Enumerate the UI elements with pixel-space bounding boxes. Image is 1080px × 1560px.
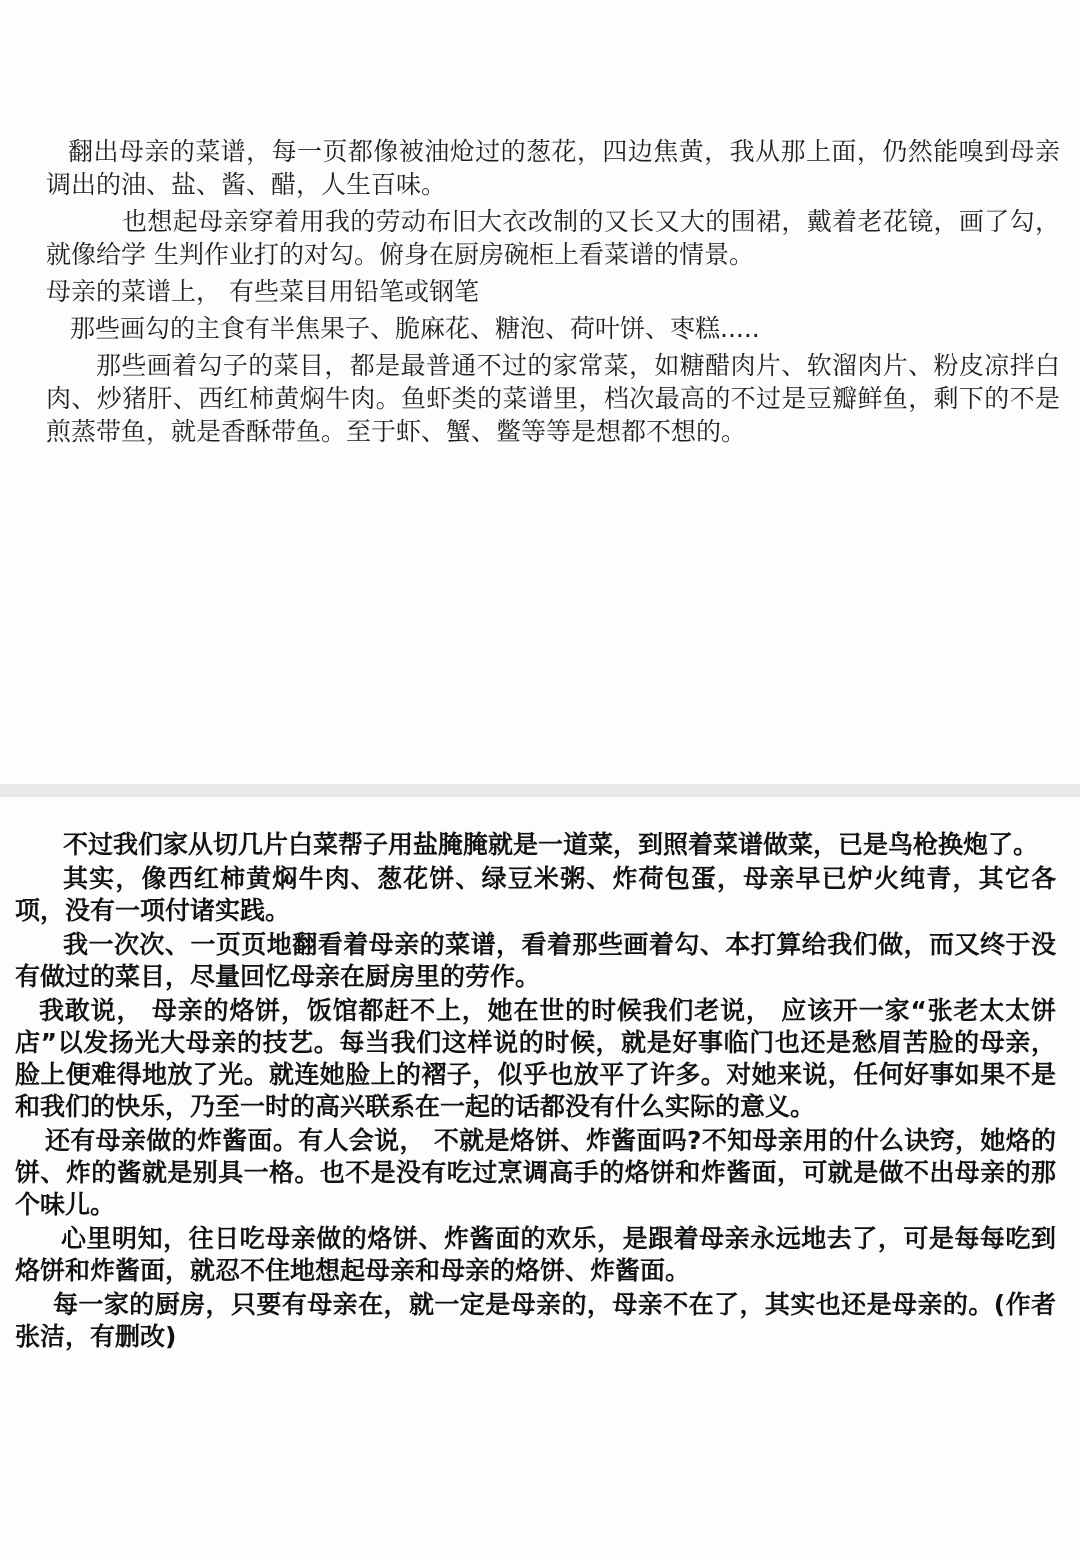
paragraph: 翻出母亲的菜谱，每一页都像被油炝过的葱花，四边焦黄，我从那上面，仍然能嗅到母亲调出的油、盐、酱、醋，人生百味。 [46,137,1060,199]
document-page-2 [0,797,1080,1560]
paragraph: 那些画勾的主食有半焦果子、脆麻花、糖泡、荷叶饼、枣糕..... [70,314,760,343]
paragraph: 也想起母亲穿着用我的劳动布旧大衣改制的又长又大的围裙，戴着老花镜，画了勾，就像给学 生判作业打的对勾。俯身在厨房碗柜上看菜谱的情景。 [46,207,1060,269]
paragraph: 我一次次、一页页地翻看着母亲的菜谱，看着那些画着勾、本打算给我们做，而又终于没有做过的菜目，尽量回忆母亲在厨房里的劳作。 [15,930,1056,991]
paragraph: 其实，像西红柿黄焖牛肉、葱花饼、绿豆米粥、炸荷包蛋，母亲早已炉火纯青，其它各项，没有一项付诸实践。 [15,864,1056,925]
paragraph: 母亲的菜谱上， 有些菜目用铅笔或钢笔 [46,277,479,306]
paragraph: 还有母亲做的炸酱面。有人会说， 不就是烙饼、炸酱面吗?不知母亲用的什么诀窍，她烙的饼、炸的酱就是别具一格。也不是没有吃过烹调高手的烙饼和炸酱面，可就是做不出母亲的那个味儿。 [15,1126,1056,1219]
paragraph: 心里明知，往日吃母亲做的烙饼、炸酱面的欢乐，是跟着母亲永远地去了，可是每每吃到烙饼和炸酱面，就忍不住地想起母亲和母亲的烙饼、炸酱面。 [15,1224,1056,1285]
paragraph: 不过我们家从切几片白菜帮子用盐腌腌就是一道菜，到照着菜谱做菜，已是鸟枪换炮了。 [63,830,1039,859]
paragraph: 那些画着勾子的菜目，都是最普通不过的家常菜，如糖醋肉片、软溜肉片、粉皮凉拌白肉、炒猪肝、西红柿黄焖牛肉。鱼虾类的菜谱里，档次最高的不过是豆瓣鲜鱼，剩下的不是煎蒸带鱼，就是香酥带鱼。至于虾、蟹、鳖等等是想都不想的。 [46,351,1060,446]
paragraph: 每一家的厨房，只要有母亲在，就一定是母亲的，母亲不在了，其实也还是母亲的。(作者张洁，有删改) [15,1290,1056,1351]
paragraph: 我敢说， 母亲的烙饼，饭馆都赶不上，她在世的时候我们老说， 应该开一家“张老太太饼店”以发扬光大母亲的技艺。每当我们这样说的时候，就是好事临门也还是愁眉苦脸的母亲，脸上便难得地放了光。就连她脸上的褶子，似乎也放平了许多。对她来说，任何好事如果不是和我们的快乐，乃至一时的高兴联系在一起的话都没有什么实际的意义。 [15,996,1056,1121]
